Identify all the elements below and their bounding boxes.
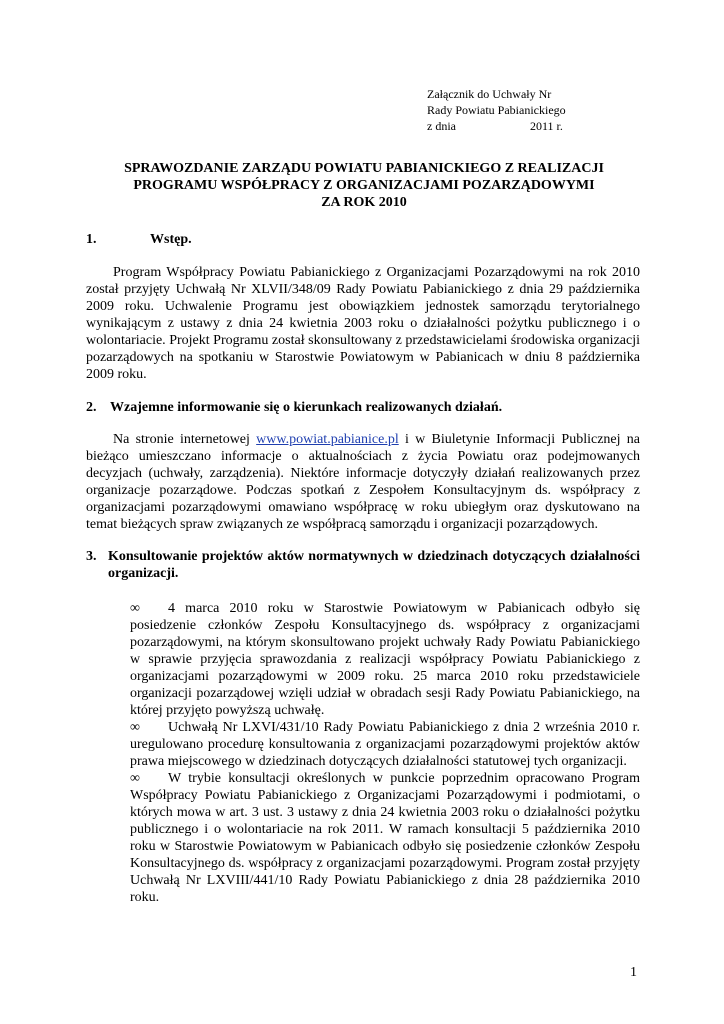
section-3-heading (86, 548, 640, 582)
infinity-bullet-icon: ∞ (130, 720, 140, 735)
attachment-line-2: Rady Powiatu Pabianickiego (427, 103, 566, 117)
infinity-bullet-icon: ∞ (130, 601, 140, 616)
list-item (130, 719, 640, 770)
attachment-date-label: z dnia (427, 119, 456, 133)
attachment-date-year: 2011 r. (530, 119, 563, 133)
section-2-title: Wzajemne informowanie się o kierunkach realizowanych działań. (110, 400, 503, 415)
section-3-title: Konsultowanie projektów aktów normatywnych w dziedzinach dotyczących działalności organizacji. (108, 549, 640, 581)
section-1-text: Program Współpracy Powiatu Pabianickiego z Organizacjami Pozarządowymi na rok 2010 został przyjęty Uchwałą Nr XLVII/348/09 Rady Powiatu Pabianickiego z dnia 29 października 2009 roku. Uchwalenie Programu jest obowiązkiem jednostek samorządu terytorialnego wynikającym z ustawy z dnia 24 kwietnia 2003 roku o działalności pożytku publicznego i o wolontariacie. Projekt Programu został skonsultowany z przedstawicielami środowiska organizacji pozarządowych na spotkaniu w Starostwie Powiatowym w Pabianicach w dniu 8 października 2009 roku. (86, 265, 640, 382)
section-2-paragraph (86, 431, 640, 533)
section-2-heading (86, 399, 502, 416)
bullet-text: W trybie konsultacji określonych w punkcie poprzednim opracowano Program Współpracy Powiatu Pabianickiego z Organizacjami Pozarządowymi i podmiotami, o których mowa w art. 3 ust. 3 ustawy z dnia 24 kwietnia 2003 roku o działalności pożytku publicznego i o wolontariacie na rok 2011. W ramach konsultacji 5 października 2010 roku w Starostwie Powiatowym w Pabianicach odbyło się posiedzenie członków Zespołu Konsultacyjnego ds. współpracy z organizacjami pozarządowymi. Program został przyjęty Uchwałą Nr LXVIII/441/10 Rady Powiatu Pabianickiego z dnia 28 października 2010 roku. (130, 771, 640, 905)
attachment-note (427, 86, 566, 134)
section-2-number: 2. (86, 400, 97, 415)
section-3-bullet-list (130, 600, 640, 906)
attachment-line-1: Załącznik do Uchwały Nr (427, 87, 552, 101)
title-line-2: PROGRAMU WSPÓŁPRACY Z ORGANIZACJAMI POZARZĄDOWYMI (133, 178, 595, 193)
bullet-text: Uchwałą Nr LXVI/431/10 Rady Powiatu Pabianickiego z dnia 2 września 2010 r. uregulowano procedurę konsultowania z organizacjami pozarządowymi projektów aktów prawa miejscowego w dziedzinach dotyczących działalności statutowej tych organizacji. (130, 720, 640, 769)
list-item (130, 600, 640, 719)
list-item (130, 770, 640, 906)
title-line-3: ZA ROK 2010 (321, 195, 407, 210)
title-line-1: SPRAWOZDANIE ZARZĄDU POWIATU PABIANICKIEGO Z REALIZACJI (124, 161, 604, 176)
website-link[interactable]: www.powiat.pabianice.pl (256, 432, 399, 447)
section-3-number: 3. (86, 549, 97, 564)
section-1-number: 1. (86, 232, 97, 247)
page-number: 1 (630, 965, 637, 980)
section-2-text-before-link: Na stronie internetowej (113, 432, 257, 447)
section-1-heading (86, 231, 192, 248)
attachment-line-3 (427, 118, 566, 134)
section-2-text-after-link: i w Biuletynie Informacji Publicznej na bieżąco umieszczano informacje o aktualnościach z życia Powiatu oraz podejmowanych decyzjach (uchwały, zarządzenia). Niektóre informacje dotyczyły działań realizowanych przez organizacje pozarządowe. Podczas spotkań z Zespołem Konsultacyjnym ds. współpracy z organizacjami pozarządowymi omawiano współpracę w roku ubiegłym oraz dyskutowano na temat bieżących spraw związanych ze współpracą samorządu i organizacji pozarządowych. (86, 432, 640, 532)
infinity-bullet-icon: ∞ (130, 771, 140, 786)
section-1-paragraph (86, 264, 640, 383)
section-1-title: Wstęp. (150, 232, 192, 247)
document-title (60, 160, 668, 211)
bullet-text: 4 marca 2010 roku w Starostwie Powiatowym w Pabianicach odbyło się posiedzenie członków Zespołu Konsultacyjnego ds. współpracy z organizacjami pozarządowymi, na którym skonsultowano projekt uchwały Rady Powiatu Pabianickiego w sprawie przyjęcia sprawozdania z realizacji współpracy Powiatu Pabianickiego z organizacjami pozarządowymi w 2009 roku. 25 marca 2010 roku przedstawiciele organizacji pozarządowej wzięli udział w obradach sesji Rady Powiatu Pabianickiego, na której przyjęto powyższą uchwałę. (130, 601, 640, 718)
